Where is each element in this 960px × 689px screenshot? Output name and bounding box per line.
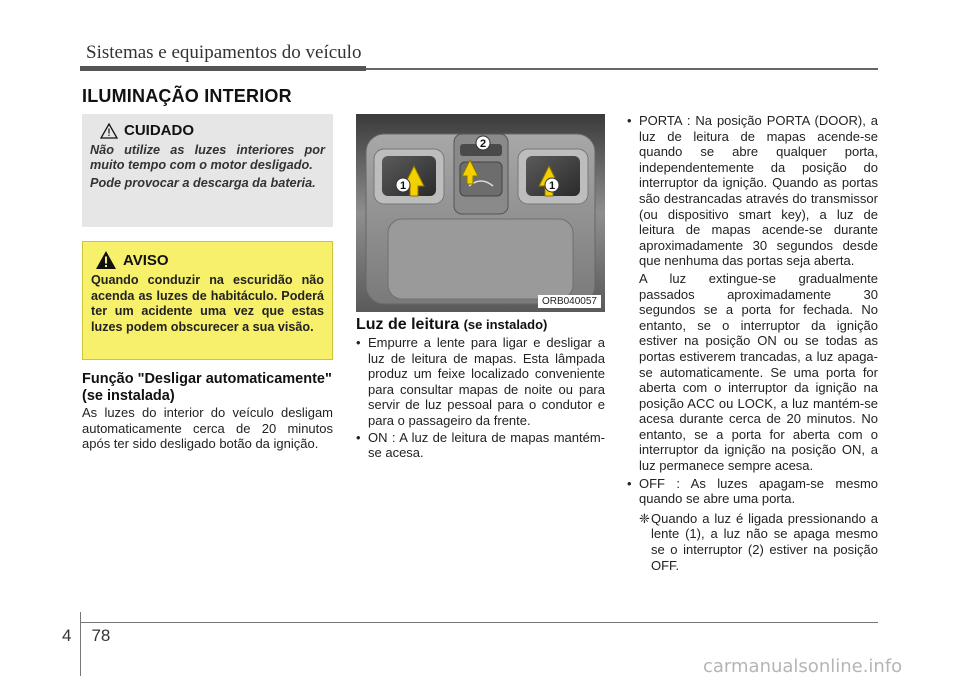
aviso-title: AVISO bbox=[123, 251, 169, 269]
figure-label-2: 2 bbox=[479, 138, 487, 150]
luz-list bbox=[356, 335, 605, 462]
porta-text: PORTA : Na posição PORTA (DOOR), a luz de leitura de mapas acende-se quando se abre qualquer porta, independentemente da posição do interruptor da ignição. Quando as portas são destrancadas através do transmissor (ou dispositivo smart key), a luz de leitura de mapas acende-se durante aproximadamente 30 segundos desde que nenhuma das portas seja aberta. bbox=[639, 113, 878, 269]
funcao-heading: Função "Desligar automaticamente" (se instalada) bbox=[82, 371, 332, 404]
luz-subtitle: (se instalado) bbox=[463, 317, 548, 332]
cuidado-title: CUIDADO bbox=[124, 122, 194, 139]
note-text: Quando a luz é ligada pressionando a lente (1), a luz não se apaga mesmo se o interruptor (2) estiver na posição OFF. bbox=[651, 510, 878, 573]
header-rule-thin bbox=[366, 68, 878, 70]
aviso-text: Quando conduzir na escuridão não acenda as luzes de habitáculo. Poderá ter um acidente uma vez que estas luzes podem obscurecer a sua visão. bbox=[91, 273, 324, 334]
list-item: • ON : A luz de leitura de mapas mantém-se acesa. bbox=[356, 429, 605, 461]
list-item: • Empurre a lente para ligar e desligar a luz de leitura de mapas. Esta lâmpada produz um feixe localizado conveniente para consultar mapas de noite ou para servir de luz pessoal para o condutor e para o passageiro da frente. bbox=[356, 335, 605, 428]
section-title: ILUMINAÇÃO INTERIOR bbox=[82, 86, 292, 106]
figure-caption: ORB040057 bbox=[538, 295, 601, 308]
warning-triangle-icon bbox=[100, 123, 118, 139]
cuidado-box bbox=[82, 114, 333, 227]
page-number-value: 78 bbox=[91, 626, 111, 645]
funcao-body: As luzes do interior do veículo desligam automaticamente cerca de 20 minutos após ter sido desligado botão da ignição. bbox=[82, 405, 333, 452]
note bbox=[627, 511, 878, 573]
figure-label-1b: 1 bbox=[548, 180, 556, 192]
header-rule bbox=[80, 66, 366, 71]
list-item: • PORTA : Na posição PORTA (DOOR), a luz de leitura de mapas acende-se quando se abre qualquer porta, independentemente da posição do interruptor da ignição. Quando as portas são destrancadas através do transmissor (ou dispositivo smart key), a luz de leitura de mapas acende-se durante aproximadamente 30 segundos desde que nenhuma das portas seja aberta. bbox=[627, 113, 878, 269]
luz-title: Luz de leitura bbox=[356, 316, 460, 333]
porta-continuation: A luz extingue-se gradualmente passados aproximadamente 30 segundos se a porta for fechada. No entanto, se o interruptor da ignição estiver na posição ON ou se todas as portas estiverem trancadas, a luz apaga-se automaticamente. Se uma porta for aberta com o interruptor da ignição na posição ACC ou LOCK, a luz mantém-se acesa durante cerca de 20 minutos. No entanto, se a porta for aberta com o interruptor da ignição na posição ON, a luz permanece sempre acesa. bbox=[639, 270, 878, 474]
cuidado-text-1: Não utilize as luzes interiores por muito tempo com o motor desligado. bbox=[90, 143, 325, 172]
right-column-list bbox=[627, 113, 878, 573]
cuidado-heading bbox=[100, 122, 325, 139]
luz-item-2: ON : A luz de leitura de mapas mantém-se acesa. bbox=[368, 429, 605, 461]
footer-rule bbox=[80, 622, 878, 623]
figure-label-1: 1 bbox=[399, 180, 407, 192]
watermark: carmanualsonline.info bbox=[703, 656, 903, 677]
list-item: • OFF : As luzes apagam-se mesmo quando se abre uma porta. bbox=[627, 475, 878, 507]
warning-filled-icon bbox=[95, 250, 117, 270]
cuidado-text-2: Pode provocar a descarga da bateria. bbox=[90, 176, 316, 190]
chapter-number: 4 bbox=[62, 626, 72, 645]
aviso-box bbox=[82, 241, 333, 360]
map-lamp-figure bbox=[356, 114, 605, 312]
page-number bbox=[62, 626, 122, 646]
header-title: Sistemas e equipamentos do veículo bbox=[86, 42, 362, 63]
luz-heading bbox=[356, 316, 547, 334]
luz-item-1: Empurre a lente para ligar e desligar a luz de leitura de mapas. Esta lâmpada produz um feixe localizado conveniente para consultar mapas de noite ou para servir de luz pessoal para o condutor e para o passageiro da frente. bbox=[368, 335, 605, 428]
map-lamp-photo bbox=[356, 114, 605, 312]
aviso-heading bbox=[95, 250, 324, 270]
off-text: OFF : As luzes apagam-se mesmo quando se abre uma porta. bbox=[639, 475, 878, 507]
note-mark: ❈ bbox=[639, 510, 650, 526]
